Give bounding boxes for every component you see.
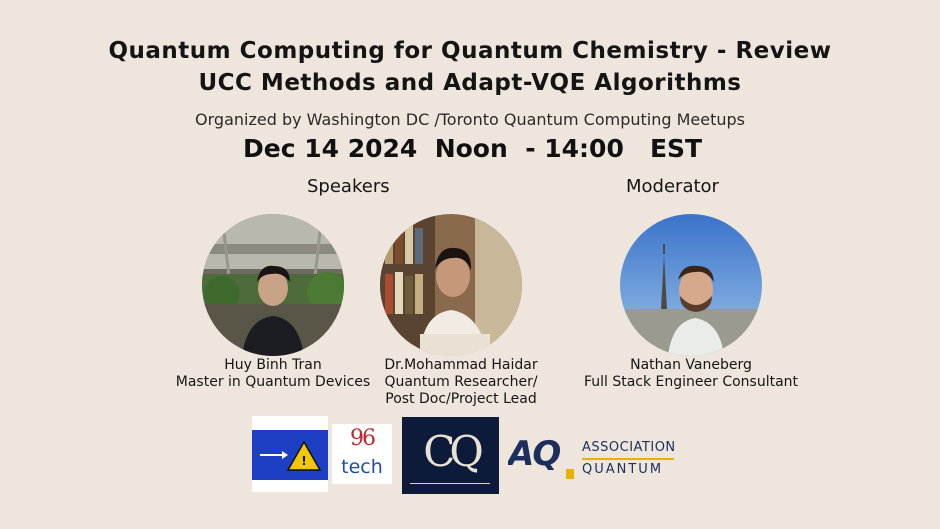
speaker-name-haidar: Dr.Mohammad Haidar [384,357,538,373]
speaker-role-haidar-line2: Post Doc/Project Lead [385,391,537,407]
moderator-photo-nathan [620,214,762,356]
speaker-photo-huy [202,214,344,356]
logo-aq-mark: AQ [508,436,560,474]
speaker-name-huy: Huy Binh Tran [224,357,322,373]
logo-cq-text: CQ [423,427,478,476]
logo-96-number: 96 [350,426,374,451]
speaker-role-huy: Master in Quantum Devices [175,374,371,390]
event-title-line1: Quantum Computing for Quantum Chemistry - Review [108,38,832,64]
logo-aq-accent [566,469,574,479]
speaker-role-haidar-line1: Quantum Researcher/ [384,374,538,390]
logo-96-tech [332,424,392,484]
event-datetime: Dec 14 2024 Noon - 14:00 EST [243,134,703,163]
svg-text:!: ! [301,454,307,468]
moderator-heading: Moderator [626,176,719,197]
logo-aq-divider [582,458,674,460]
moderator-role-nathan: Full Stack Engineer Consultant [583,374,799,390]
logo-cq [402,417,499,494]
logo-96-word: tech [341,456,383,478]
speaker-photo-haidar [380,214,522,356]
event-title-line2: UCC Methods and Adapt-VQE Algorithms [198,70,742,96]
organizer-text: Organized by Washington DC /Toronto Quantum Computing Meetups [195,110,745,129]
logo-quantum-meetup [252,416,328,492]
logo-association-quantum [508,436,680,486]
logo-aq-line2: QUANTUM [582,462,664,477]
speakers-heading: Speakers [307,176,390,197]
moderator-name-nathan: Nathan Vaneberg [630,357,752,373]
logo-aq-line1: ASSOCIATION [582,440,676,455]
